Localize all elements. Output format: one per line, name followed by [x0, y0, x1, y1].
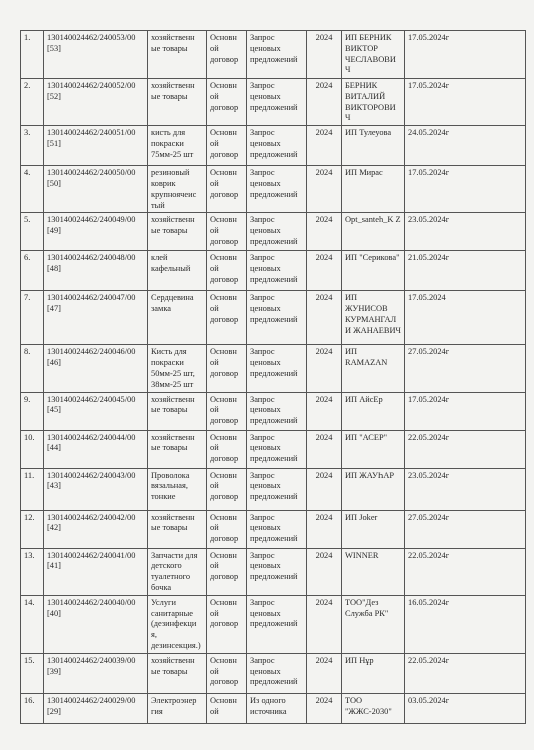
contract-date: 22.05.2024г	[405, 548, 526, 595]
purchase-subject: хозяйственн ые товары	[148, 31, 207, 79]
contract-type: Основн ой договор	[207, 126, 247, 166]
supplier-name: ИП Мирас	[342, 166, 405, 213]
purchase-code: 130140024462/240042/00 [42]	[44, 510, 148, 548]
contract-date: 16.05.2024г	[405, 595, 526, 653]
year: 2024	[307, 653, 342, 693]
contract-date: 23.05.2024г	[405, 468, 526, 510]
year: 2024	[307, 31, 342, 79]
procurement-method: Запрос ценовых предложений	[247, 291, 307, 345]
year: 2024	[307, 468, 342, 510]
purchase-code: 130140024462/240039/00 [39]	[44, 653, 148, 693]
procurement-method: Запрос ценовых предложений	[247, 392, 307, 430]
table-row	[21, 548, 526, 595]
purchase-subject: хозяйственн ые товары	[148, 430, 207, 468]
table-row	[21, 392, 526, 430]
row-number: 9.	[21, 392, 44, 430]
contract-type: Основн ой договор	[207, 392, 247, 430]
row-number: 8.	[21, 345, 44, 392]
contract-type: Основн ой договор	[207, 468, 247, 510]
supplier-name: ИП "АСЕР"	[342, 430, 405, 468]
year: 2024	[307, 548, 342, 595]
contract-type: Основн ой договор	[207, 430, 247, 468]
supplier-name: ИП Joker	[342, 510, 405, 548]
table-row	[21, 251, 526, 291]
year: 2024	[307, 392, 342, 430]
procurement-method: Запрос ценовых предложений	[247, 430, 307, 468]
purchase-code: 130140024462/240051/00 [51]	[44, 126, 148, 166]
procurement-method: Запрос ценовых предложений	[247, 166, 307, 213]
contract-date: 17.05.2024	[405, 291, 526, 345]
row-number: 13.	[21, 548, 44, 595]
supplier-name: ИП RAMAZAN	[342, 345, 405, 392]
purchase-subject: хозяйственн ые товары	[148, 79, 207, 126]
contract-date: 22.05.2024г	[405, 430, 526, 468]
row-number: 12.	[21, 510, 44, 548]
supplier-name: ИП ЖУНИСОВ КУРМАНГАЛ И ЖАНАЕВИЧ	[342, 291, 405, 345]
supplier-name: ИП АйсЕр	[342, 392, 405, 430]
contract-date: 24.05.2024г	[405, 126, 526, 166]
supplier-name: ИП Нұр	[342, 653, 405, 693]
contract-type: Основн ой договор	[207, 166, 247, 213]
contract-type: Основн ой договор	[207, 251, 247, 291]
row-number: 15.	[21, 653, 44, 693]
purchase-subject: резиновый коврик крупноячеис тый	[148, 166, 207, 213]
purchase-subject: Запчасти для детского туалетного бочка	[148, 548, 207, 595]
row-number: 16.	[21, 693, 44, 723]
supplier-name: ИП БЕРНИК ВИКТОР ЧЕСЛАВОВИ Ч	[342, 31, 405, 79]
purchase-subject: Услуги санитарные (дезинфекци я, дезинсекция.)	[148, 595, 207, 653]
contract-date: 03.05.2024г	[405, 693, 526, 723]
year: 2024	[307, 166, 342, 213]
contracts-table	[20, 30, 526, 724]
row-number: 11.	[21, 468, 44, 510]
supplier-name: ТОО "ЖЖС-2030"	[342, 693, 405, 723]
table-row	[21, 468, 526, 510]
supplier-name: ИП Тулеуова	[342, 126, 405, 166]
purchase-subject: клей кафельный	[148, 251, 207, 291]
supplier-name: WINNER	[342, 548, 405, 595]
contract-type: Основн ой договор	[207, 548, 247, 595]
purchase-subject: Проволока вязальная, тонкие	[148, 468, 207, 510]
procurement-method: Запрос ценовых предложений	[247, 653, 307, 693]
year: 2024	[307, 345, 342, 392]
year: 2024	[307, 595, 342, 653]
supplier-name: ТОО"Дез Служба РК"	[342, 595, 405, 653]
purchase-code: 130140024462/240046/00 [46]	[44, 345, 148, 392]
row-number: 5.	[21, 213, 44, 251]
table-row	[21, 291, 526, 345]
contract-type: Основн ой договор	[207, 595, 247, 653]
year: 2024	[307, 430, 342, 468]
contract-date: 17.05.2024г	[405, 392, 526, 430]
table-row	[21, 31, 526, 79]
row-number: 4.	[21, 166, 44, 213]
contract-date: 23.05.2024г	[405, 213, 526, 251]
year: 2024	[307, 213, 342, 251]
purchase-code: 130140024462/240029/00 [29]	[44, 693, 148, 723]
purchase-code: 130140024462/240047/00 [47]	[44, 291, 148, 345]
year: 2024	[307, 126, 342, 166]
purchase-code: 130140024462/240053/00 [53]	[44, 31, 148, 79]
purchase-subject: хозяйственн ые товары	[148, 392, 207, 430]
purchase-code: 130140024462/240045/00 [45]	[44, 392, 148, 430]
supplier-name: БЕРНИК ВИТАЛИЙ ВИКТОРОВИ Ч	[342, 79, 405, 126]
purchase-code: 130140024462/240048/00 [48]	[44, 251, 148, 291]
row-number: 7.	[21, 291, 44, 345]
procurement-method: Запрос ценовых предложений	[247, 595, 307, 653]
table-row	[21, 126, 526, 166]
purchase-subject: Сердцевина замка	[148, 291, 207, 345]
table-row	[21, 510, 526, 548]
purchase-subject: Электроэнер гия	[148, 693, 207, 723]
purchase-subject: Кисть для покраски 50мм-25 шт, 38мм-25 шт	[148, 345, 207, 392]
table-row	[21, 693, 526, 723]
purchase-code: 130140024462/240043/00 [43]	[44, 468, 148, 510]
purchase-code: 130140024462/240040/00 [40]	[44, 595, 148, 653]
contract-type: Основн ой договор	[207, 213, 247, 251]
table-body	[21, 31, 526, 724]
procurement-method: Запрос ценовых предложений	[247, 251, 307, 291]
procurement-method: Из одного источника	[247, 693, 307, 723]
contract-date: 21.05.2024г	[405, 251, 526, 291]
year: 2024	[307, 693, 342, 723]
year: 2024	[307, 291, 342, 345]
table-row	[21, 345, 526, 392]
year: 2024	[307, 79, 342, 126]
contract-type: Основн ой	[207, 693, 247, 723]
procurement-method: Запрос ценовых предложений	[247, 468, 307, 510]
year: 2024	[307, 251, 342, 291]
procurement-method: Запрос ценовых предложений	[247, 126, 307, 166]
table-row	[21, 213, 526, 251]
contract-type: Основн ой договор	[207, 31, 247, 79]
procurement-method: Запрос ценовых предложений	[247, 79, 307, 126]
contract-date: 17.05.2024г	[405, 31, 526, 79]
table-row	[21, 166, 526, 213]
table-row	[21, 430, 526, 468]
supplier-name: ИП "Серикова"	[342, 251, 405, 291]
procurement-method: Запрос ценовых предложений	[247, 548, 307, 595]
contract-date: 27.05.2024г	[405, 510, 526, 548]
table-row	[21, 653, 526, 693]
procurement-method: Запрос ценовых предложений	[247, 213, 307, 251]
procurement-method: Запрос ценовых предложений	[247, 345, 307, 392]
row-number: 3.	[21, 126, 44, 166]
purchase-subject: хозяйственн ые товары	[148, 213, 207, 251]
year: 2024	[307, 510, 342, 548]
procurement-method: Запрос ценовых предложений	[247, 31, 307, 79]
contract-date: 17.05.2024г	[405, 166, 526, 213]
contract-type: Основн ой договор	[207, 291, 247, 345]
table-row	[21, 79, 526, 126]
supplier-name: ИП ЖАУҺАР	[342, 468, 405, 510]
contract-date: 22.05.2024г	[405, 653, 526, 693]
purchase-code: 130140024462/240044/00 [44]	[44, 430, 148, 468]
purchase-subject: кисть для покраски 75мм-25 шт	[148, 126, 207, 166]
row-number: 6.	[21, 251, 44, 291]
purchase-code: 130140024462/240050/00 [50]	[44, 166, 148, 213]
row-number: 10.	[21, 430, 44, 468]
procurement-method: Запрос ценовых предложений	[247, 510, 307, 548]
contract-date: 27.05.2024г	[405, 345, 526, 392]
row-number: 2.	[21, 79, 44, 126]
contract-date: 17.05.2024г	[405, 79, 526, 126]
purchase-subject: хозяйственн ые товары	[148, 653, 207, 693]
contract-type: Основн ой договор	[207, 345, 247, 392]
purchase-code: 130140024462/240049/00 [49]	[44, 213, 148, 251]
table-row	[21, 595, 526, 653]
row-number: 1.	[21, 31, 44, 79]
supplier-name: Opt_santeh_K Z	[342, 213, 405, 251]
purchase-code: 130140024462/240052/00 [52]	[44, 79, 148, 126]
purchase-subject: хозяйственн ые товары	[148, 510, 207, 548]
contract-type: Основн ой договор	[207, 653, 247, 693]
row-number: 14.	[21, 595, 44, 653]
contract-type: Основн ой договор	[207, 510, 247, 548]
contract-type: Основн ой договор	[207, 79, 247, 126]
purchase-code: 130140024462/240041/00 [41]	[44, 548, 148, 595]
